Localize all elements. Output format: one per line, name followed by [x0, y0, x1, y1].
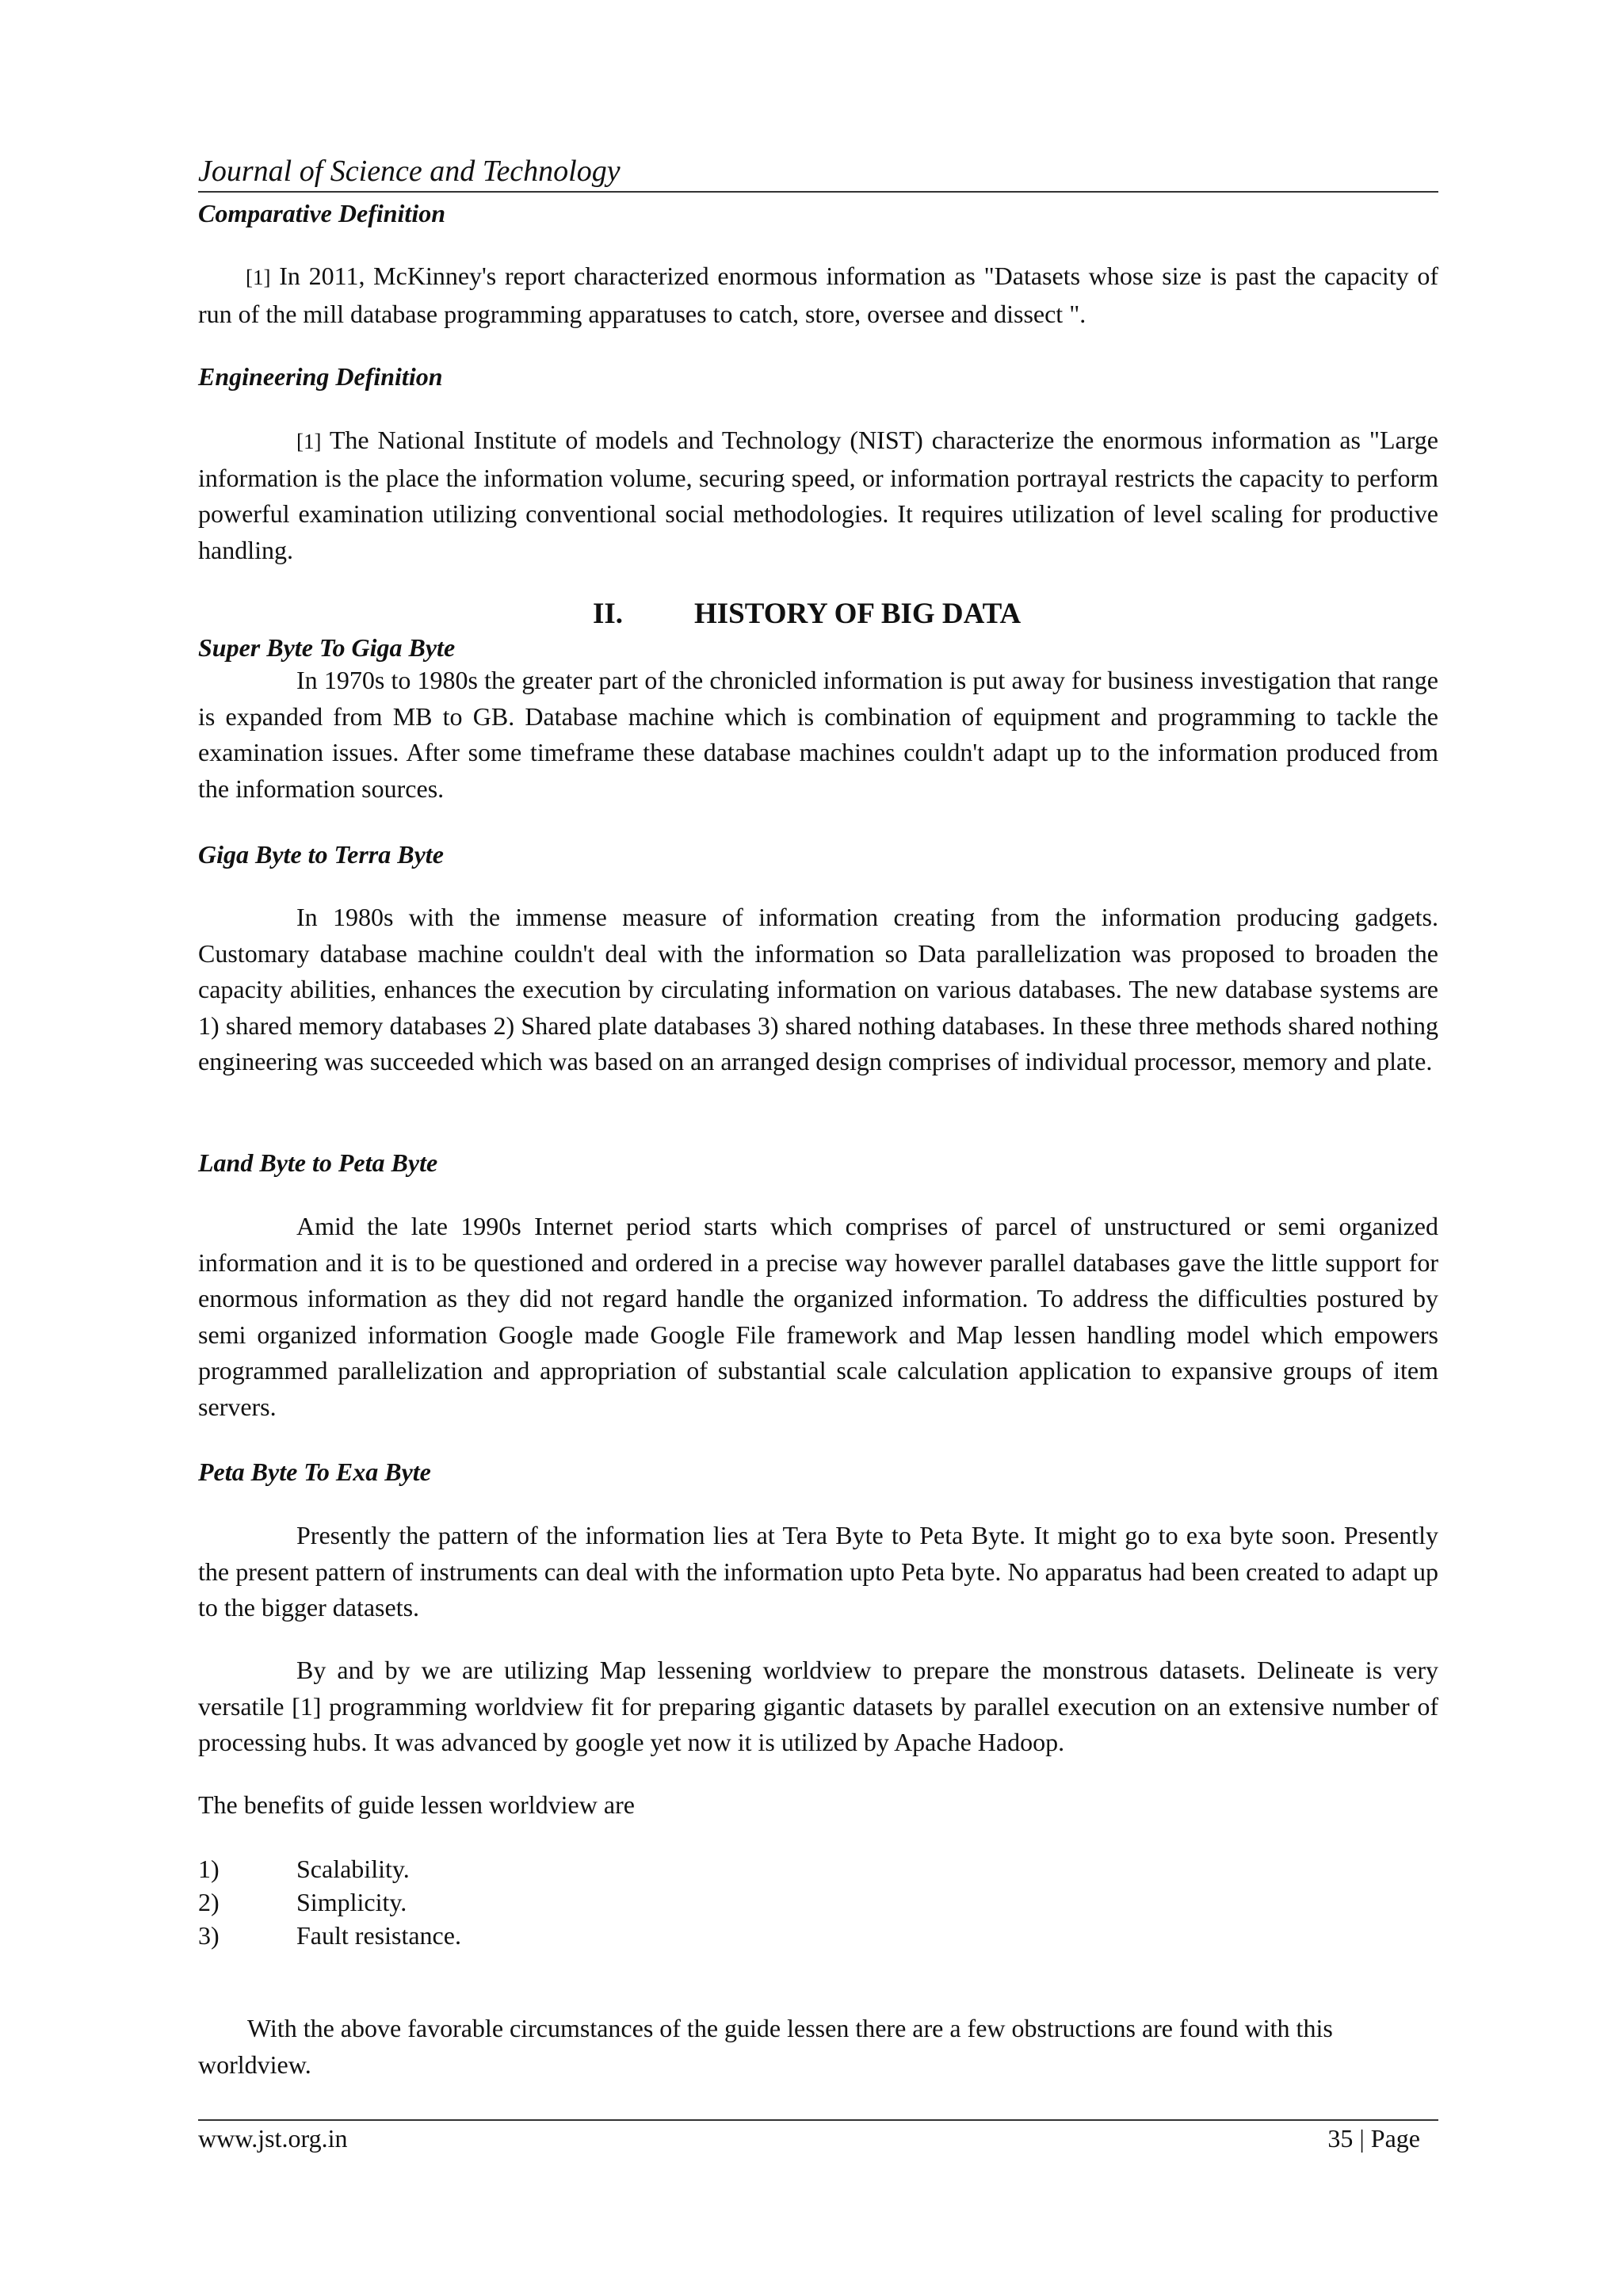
section-number: II.: [593, 598, 624, 630]
footer-url: www.jst.org.in: [198, 2124, 348, 2153]
citation-ref: [1]: [296, 430, 322, 453]
header-rule: [198, 191, 1438, 193]
engineering-definition-paragraph: [198, 422, 1438, 568]
peta-byte-heading: Peta Byte To Exa Byte: [198, 1457, 431, 1486]
benefits-intro: The benefits of guide lessen worldview are: [198, 1790, 635, 1819]
section-title: HISTORY OF BIG DATA: [694, 598, 1022, 630]
list-label: Simplicity.: [296, 1888, 407, 1916]
comparative-definition-paragraph: [198, 258, 1438, 332]
list-item: [198, 1885, 407, 1919]
giga-byte-heading: Giga Byte to Terra Byte: [198, 840, 444, 869]
list-number: 2): [198, 1888, 220, 1916]
peta-byte-paragraph-1: Presently the pattern of the information lies at Tera Byte to Peta Byte. It might go to exa byte soon. Presently the present pattern of instruments can deal with the information upto Peta byte. No apparatus had been created to adapt up to the bigger datasets.: [198, 1521, 1438, 1622]
engineering-definition-heading: Engineering Definition: [198, 362, 443, 391]
list-item: [198, 1919, 461, 1952]
journal-title: Journal of Science and Technology: [198, 155, 621, 188]
section-heading: [593, 596, 1021, 632]
page-number: 35 | Page: [1327, 2124, 1420, 2153]
list-label: Scalability.: [296, 1855, 410, 1883]
comparative-definition-text: In 2011, McKinney's report characterized enormous information as "Datasets whose size is past the capacity of run of the mill database programming apparatuses to catch, store, oversee and dissect ".: [198, 262, 1438, 328]
super-byte-heading: Super Byte To Giga Byte: [198, 633, 456, 662]
list-number: 3): [198, 1921, 220, 1950]
super-byte-paragraph: In 1970s to 1980s the greater part of the chronicled information is put away for business investigation that range is expanded from MB to GB. Database machine which is combination of equipment and programming to tackle the examination issues. After some timeframe these database machines couldn't adapt up to the information produced from the information sources.: [198, 666, 1438, 803]
giga-byte-paragraph: In 1980s with the immense measure of information creating from the information producing gadgets. Customary database machine couldn't deal with the information so Data parallelization was proposed to broaden the capacity abilities, enhances the execution by circulating information on various databases. The new database systems are 1) shared memory databases 2) Shared plate databases 3) shared nothing databases. In these three methods shared nothing engineering was succeeded which was based on an arranged design comprises of individual processor, memory and plate.: [198, 903, 1438, 1075]
list-number: 1): [198, 1855, 220, 1883]
list-item: [198, 1852, 410, 1885]
engineering-definition-text: The National Institute of models and Technology (NIST) characterize the enormous information as "Large information is the place the information volume, securing speed, or information portrayal restricts the capacity to perform powerful examination utilizing conventional social methodologies. It requires utilization of level scaling for productive handling.: [198, 426, 1438, 564]
closing-paragraph: With the above favorable circumstances of the guide lessen there are a few obstructions are found with this worldview.: [198, 2014, 1333, 2079]
citation-ref: [1]: [246, 266, 271, 289]
footer-rule: [198, 2119, 1438, 2121]
land-byte-paragraph: Amid the late 1990s Internet period starts which comprises of parcel of unstructured or semi organized information and it is to be questioned and ordered in a precise way however parallel databases gave the little support for enormous information as they did not regard handle the organized information. To address the difficulties postured by semi organized information Google made Google File framework and Map lessen handling model which empowers programmed parallelization and appropriation of substantial scale calculation application to expansive groups of item servers.: [198, 1212, 1438, 1421]
land-byte-heading: Land Byte to Peta Byte: [198, 1148, 438, 1177]
list-label: Fault resistance.: [296, 1921, 461, 1950]
comparative-definition-heading: Comparative Definition: [198, 199, 445, 227]
peta-byte-paragraph-2: By and by we are utilizing Map lessening worldview to prepare the monstrous datasets. Delineate is very versatile [1] programming worldview fit for preparing gigantic datasets by parallel execution on an extensive number of processing hubs. It was advanced by google yet now it is utilized by Apache Hadoop.: [198, 1656, 1438, 1756]
